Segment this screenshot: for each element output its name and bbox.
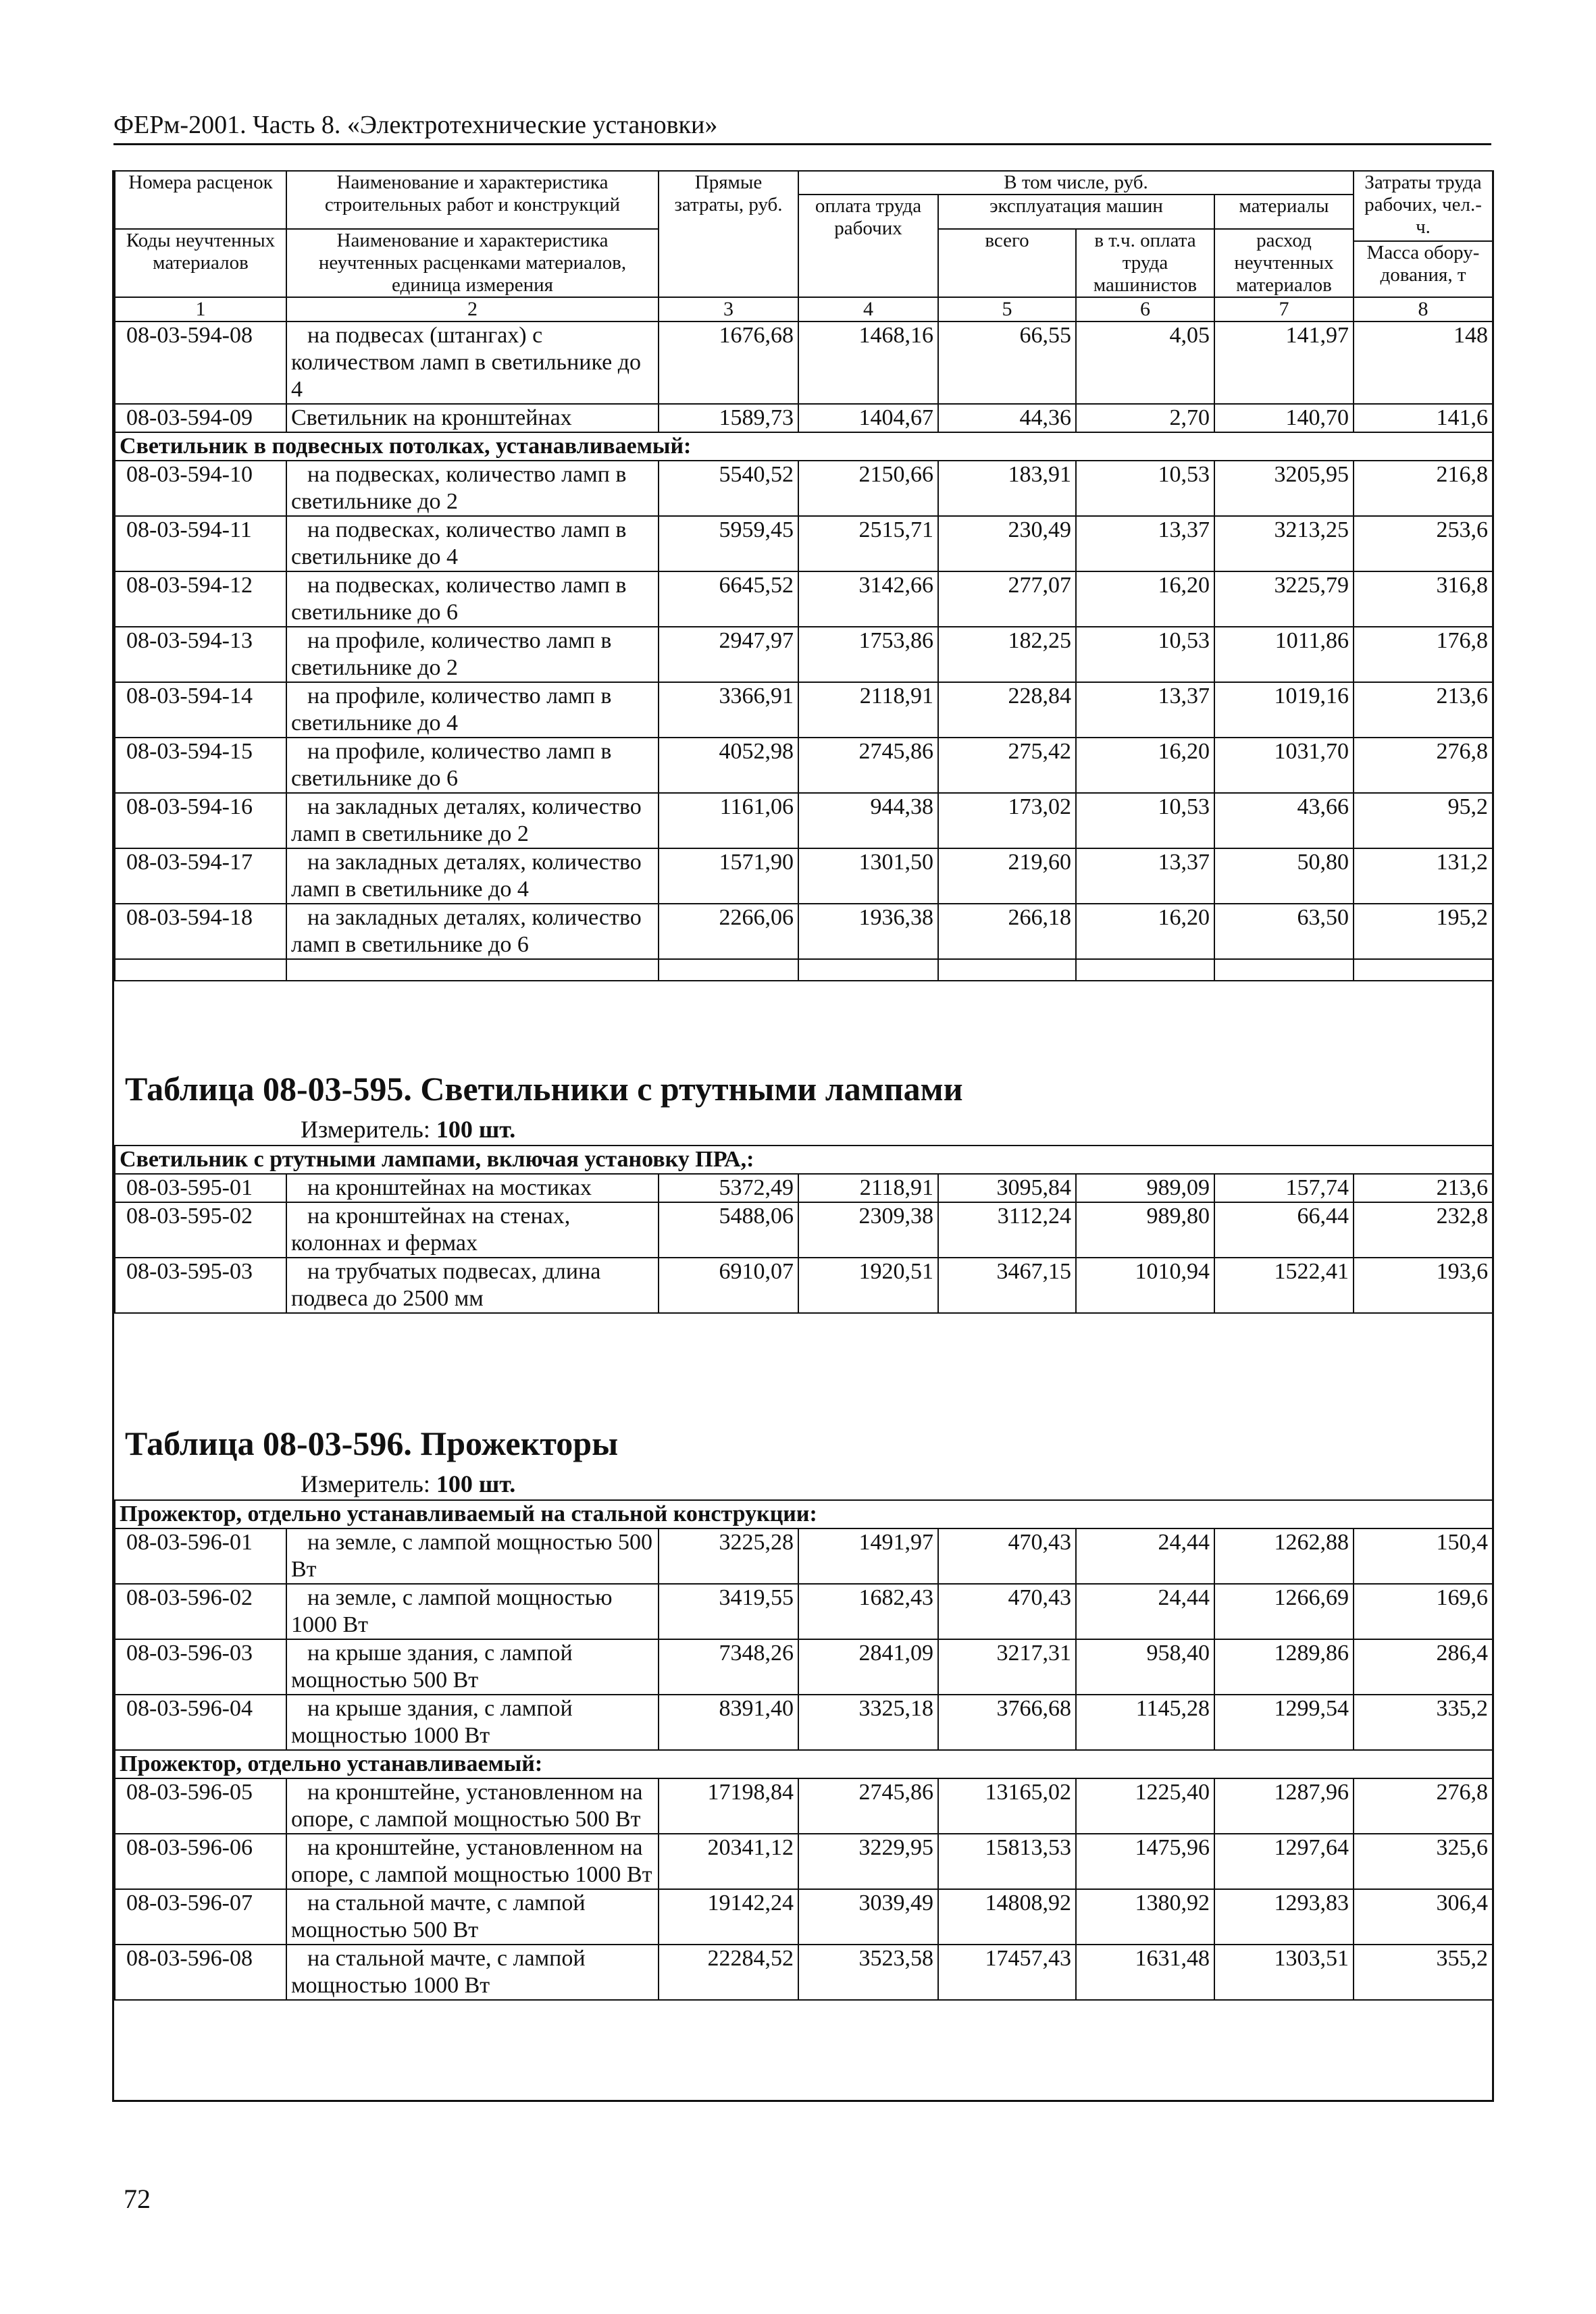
cost-value: 216,8 (1354, 461, 1493, 516)
cost-value: 3039,49 (798, 1889, 938, 1945)
cost-value: 157,74 (1214, 1174, 1354, 1202)
cost-value: 24,44 (1076, 1528, 1214, 1584)
machines-total-header: всего (938, 229, 1076, 297)
table-08-03-595 (114, 1064, 1492, 1314)
pay-header: оплата труда рабочих (798, 195, 938, 297)
measure-label: Измеритель: (301, 1116, 430, 1143)
cost-value: 228,84 (938, 682, 1076, 738)
work-description: на стальной мачте, с лампой мощностью 500 Вт (286, 1889, 659, 1945)
cost-value: 20341,12 (659, 1834, 798, 1889)
cost-value: 43,66 (1214, 793, 1354, 848)
table-row (115, 1174, 1493, 1202)
col3-header: Прямые затраты, руб. (659, 171, 798, 297)
cost-value: 17198,84 (659, 1778, 798, 1834)
table-title: Таблица 08-03-595. Светильники с ртутными лампами (125, 1070, 963, 1108)
cost-value: 10,53 (1076, 627, 1214, 682)
cost-value: 16,20 (1076, 738, 1214, 793)
cost-value: 1631,48 (1076, 1945, 1214, 2000)
cost-value: 148 (1354, 322, 1493, 404)
cost-value: 213,6 (1354, 1174, 1493, 1202)
cost-value: 2118,91 (798, 1174, 938, 1202)
cost-value: 3217,31 (938, 1639, 1076, 1695)
work-description: на крыше здания, с лампой мощностью 1000 Вт (286, 1695, 659, 1750)
group-title: Светильник с ртутными лампами, включая установку ПРА,: (115, 1146, 1493, 1174)
cost-value: 4,05 (1076, 322, 1214, 404)
cost-value: 3142,66 (798, 571, 938, 627)
table-row (115, 1695, 1493, 1750)
equipment-mass-header: Масса обору-дования, т (1354, 241, 1493, 297)
cost-value: 1297,64 (1214, 1834, 1354, 1889)
rate-code: 08-03-596-07 (115, 1889, 286, 1945)
rate-code: 08-03-596-04 (115, 1695, 286, 1750)
cost-value: 325,6 (1354, 1834, 1493, 1889)
cost-value: 3095,84 (938, 1174, 1076, 1202)
cost-value: 22284,52 (659, 1945, 798, 2000)
cost-value: 193,6 (1354, 1258, 1493, 1313)
cost-value: 6910,07 (659, 1258, 798, 1313)
cost-value: 470,43 (938, 1528, 1076, 1584)
cost-value: 266,18 (938, 904, 1076, 959)
rate-code: 08-03-596-06 (115, 1834, 286, 1889)
rate-code: 08-03-594-13 (115, 627, 286, 682)
column-number: 2 (286, 297, 659, 322)
cost-value: 2841,09 (798, 1639, 938, 1695)
rate-code: 08-03-594-10 (115, 461, 286, 516)
cost-value: 276,8 (1354, 1778, 1493, 1834)
cost-value: 16,20 (1076, 571, 1214, 627)
cost-value: 2515,71 (798, 516, 938, 571)
cost-value: 2118,91 (798, 682, 938, 738)
cost-value: 277,07 (938, 571, 1076, 627)
cost-value: 2309,38 (798, 1202, 938, 1258)
cost-value: 13165,02 (938, 1778, 1076, 1834)
machinists-pay-header: в т.ч. оплата труда машинистов (1076, 229, 1214, 297)
cost-value: 140,70 (1214, 404, 1354, 432)
column-number: 5 (938, 297, 1076, 322)
measure-line (114, 1114, 1492, 1145)
work-description: на подвесках, количество ламп в светильнике до 4 (286, 516, 659, 571)
work-description: на кронштейне, установленном на опоре, с лампой мощностью 500 Вт (286, 1778, 659, 1834)
cost-value: 8391,40 (659, 1695, 798, 1750)
cost-value: 1571,90 (659, 848, 798, 904)
cost-value: 1145,28 (1076, 1695, 1214, 1750)
cost-value: 1161,06 (659, 793, 798, 848)
work-description: на закладных деталях, количество ламп в светильнике до 4 (286, 848, 659, 904)
cost-value: 1589,73 (659, 404, 798, 432)
cost-value: 141,97 (1214, 322, 1354, 404)
cost-value: 16,20 (1076, 904, 1214, 959)
labor-header: Затраты труда рабочих, чел.-ч. (1354, 171, 1493, 241)
table-row (115, 848, 1493, 904)
cost-value: 213,6 (1354, 682, 1493, 738)
work-description: на подвесах (штангах) с количеством ламп в светильнике до 4 (286, 322, 659, 404)
included-header: В том числе, руб. (798, 171, 1354, 195)
cost-value: 19142,24 (659, 1889, 798, 1945)
column-number: 4 (798, 297, 938, 322)
column-number: 3 (659, 297, 798, 322)
rates-table-595 (114, 1145, 1493, 1314)
cost-value: 944,38 (798, 793, 938, 848)
cost-value: 253,6 (1354, 516, 1493, 571)
cost-value: 7348,26 (659, 1639, 798, 1695)
cost-value: 1522,41 (1214, 1258, 1354, 1313)
cost-value: 6645,52 (659, 571, 798, 627)
cost-value: 276,8 (1354, 738, 1493, 793)
cost-value: 15813,53 (938, 1834, 1076, 1889)
cost-value: 335,2 (1354, 1695, 1493, 1750)
cost-value: 5540,52 (659, 461, 798, 516)
work-description: на трубчатых подвесах, длина подвеса до 2500 мм (286, 1258, 659, 1313)
cost-value: 219,60 (938, 848, 1076, 904)
cost-value: 3213,25 (1214, 516, 1354, 571)
cost-value: 1031,70 (1214, 738, 1354, 793)
rate-code: 08-03-595-02 (115, 1202, 286, 1258)
cost-value: 131,2 (1354, 848, 1493, 904)
cost-value: 1468,16 (798, 322, 938, 404)
cost-value: 3229,95 (798, 1834, 938, 1889)
work-description: на закладных деталях, количество ламп в светильнике до 2 (286, 793, 659, 848)
cost-value: 1676,68 (659, 322, 798, 404)
cost-value: 66,44 (1214, 1202, 1354, 1258)
table-row (115, 1945, 1493, 2000)
rate-code: 08-03-594-12 (115, 571, 286, 627)
materials-header: материалы (1214, 195, 1354, 229)
cost-value: 470,43 (938, 1584, 1076, 1639)
column-number: 1 (115, 297, 286, 322)
rate-code: 08-03-594-18 (115, 904, 286, 959)
col2-header-bottom: Наименование и характеристика неучтенных расценками материалов, единица измерения (286, 229, 659, 297)
table-08-03-594 (114, 170, 1492, 981)
cost-value: 306,4 (1354, 1889, 1493, 1945)
group-title: Светильник в подвесных потолках, устанавливаемый: (115, 432, 1493, 461)
materials-usage-header: расход неучтенных материалов (1214, 229, 1354, 297)
rate-code: 08-03-594-17 (115, 848, 286, 904)
work-description: на кронштейнах на мостиках (286, 1174, 659, 1202)
group-title: Прожектор, отдельно устанавливаемый: (115, 1750, 1493, 1778)
cost-value: 1936,38 (798, 904, 938, 959)
cost-value: 1380,92 (1076, 1889, 1214, 1945)
table-row (115, 627, 1493, 682)
col1-header-top: Номера расценок (115, 171, 286, 229)
cost-value: 1475,96 (1076, 1834, 1214, 1889)
table-row (115, 1889, 1493, 1945)
table-row (115, 1834, 1493, 1889)
cost-value: 10,53 (1076, 461, 1214, 516)
work-description: на крыше здания, с лампой мощностью 500 Вт (286, 1639, 659, 1695)
cost-value: 1491,97 (798, 1528, 938, 1584)
cost-value: 3366,91 (659, 682, 798, 738)
cost-value: 3325,18 (798, 1695, 938, 1750)
cost-value: 4052,98 (659, 738, 798, 793)
cost-value: 141,6 (1354, 404, 1493, 432)
table-row (115, 1528, 1493, 1584)
cost-value: 1293,83 (1214, 1889, 1354, 1945)
cost-value: 5488,06 (659, 1202, 798, 1258)
cost-value: 13,37 (1076, 682, 1214, 738)
cost-value: 3523,58 (798, 1945, 938, 2000)
cost-value: 176,8 (1354, 627, 1493, 682)
cost-value: 989,09 (1076, 1174, 1214, 1202)
cost-value: 5959,45 (659, 516, 798, 571)
column-number: 7 (1214, 297, 1354, 322)
group-title: Прожектор, отдельно устанавливаемый на стальной конструкции: (115, 1500, 1493, 1528)
cost-value: 13,37 (1076, 516, 1214, 571)
cost-value: 50,80 (1214, 848, 1354, 904)
rates-table-596 (114, 1499, 1493, 2001)
cost-value: 2266,06 (659, 904, 798, 959)
cost-value: 13,37 (1076, 848, 1214, 904)
cost-value: 1303,51 (1214, 1945, 1354, 2000)
cost-value: 1682,43 (798, 1584, 938, 1639)
cost-value: 17457,43 (938, 1945, 1076, 2000)
page-header: ФЕРм-2001. Часть 8. «Электротехнические установки» (113, 108, 1491, 145)
table-row (115, 904, 1493, 959)
cost-value: 1301,50 (798, 848, 938, 904)
table-row (115, 1258, 1493, 1313)
cost-value: 1266,69 (1214, 1584, 1354, 1639)
cost-value: 2745,86 (798, 1778, 938, 1834)
page-number: 72 (124, 2184, 151, 2214)
measure-label: Измеритель: (301, 1470, 430, 1497)
table-row (115, 322, 1493, 404)
cost-value: 230,49 (938, 516, 1076, 571)
work-description: на стальной мачте, с лампой мощностью 1000 Вт (286, 1945, 659, 2000)
work-description: на земле, с лампой мощностью 1000 Вт (286, 1584, 659, 1639)
col1-header-bottom: Коды неучтенных материалов (115, 229, 286, 297)
table-08-03-596 (114, 1418, 1492, 2001)
cost-value: 3467,15 (938, 1258, 1076, 1313)
cost-value: 2947,97 (659, 627, 798, 682)
cost-value: 1019,16 (1214, 682, 1354, 738)
cost-value: 173,02 (938, 793, 1076, 848)
column-number: 8 (1354, 297, 1493, 322)
cost-value: 63,50 (1214, 904, 1354, 959)
rate-code: 08-03-596-05 (115, 1778, 286, 1834)
work-description: на закладных деталях, количество ламп в светильнике до 6 (286, 904, 659, 959)
cost-value: 286,4 (1354, 1639, 1493, 1695)
cost-value: 14808,92 (938, 1889, 1076, 1945)
rates-table-594 (114, 170, 1493, 981)
rate-code: 08-03-594-11 (115, 516, 286, 571)
cost-value: 1262,88 (1214, 1528, 1354, 1584)
work-description: на подвесках, количество ламп в светильнике до 6 (286, 571, 659, 627)
work-description: на подвесках, количество ламп в светильнике до 2 (286, 461, 659, 516)
table-row (115, 738, 1493, 793)
cost-value: 183,91 (938, 461, 1076, 516)
cost-value: 1225,40 (1076, 1778, 1214, 1834)
table-row (115, 404, 1493, 432)
cost-value: 3112,24 (938, 1202, 1076, 1258)
table-row (115, 1778, 1493, 1834)
cost-value: 1011,86 (1214, 627, 1354, 682)
cost-value: 275,42 (938, 738, 1076, 793)
rate-code: 08-03-595-01 (115, 1174, 286, 1202)
rate-code: 08-03-596-03 (115, 1639, 286, 1695)
work-description: на профиле, количество ламп в светильнике до 4 (286, 682, 659, 738)
cost-value: 1299,54 (1214, 1695, 1354, 1750)
measure-line (114, 1468, 1492, 1499)
cost-value: 24,44 (1076, 1584, 1214, 1639)
cost-value: 3419,55 (659, 1584, 798, 1639)
cost-value: 2150,66 (798, 461, 938, 516)
rate-code: 08-03-594-15 (115, 738, 286, 793)
cost-value: 1289,86 (1214, 1639, 1354, 1695)
cost-value: 989,80 (1076, 1202, 1214, 1258)
column-number: 6 (1076, 297, 1214, 322)
rate-code: 08-03-596-01 (115, 1528, 286, 1584)
rate-code: 08-03-594-09 (115, 404, 286, 432)
cost-value: 3205,95 (1214, 461, 1354, 516)
cost-value: 5372,49 (659, 1174, 798, 1202)
rate-code: 08-03-595-03 (115, 1258, 286, 1313)
cost-value: 232,8 (1354, 1202, 1493, 1258)
table-row (115, 682, 1493, 738)
cost-value: 169,6 (1354, 1584, 1493, 1639)
cost-value: 150,4 (1354, 1528, 1493, 1584)
measure-value: 100 шт. (436, 1470, 516, 1497)
table-row (115, 461, 1493, 516)
work-description: на кронштейнах на стенах, колоннах и фермах (286, 1202, 659, 1258)
cost-value: 958,40 (1076, 1639, 1214, 1695)
table-row (115, 1202, 1493, 1258)
work-description: на земле, с лампой мощностью 500 Вт (286, 1528, 659, 1584)
work-description: Светильник на кронштейнах (286, 404, 659, 432)
table-row (115, 1639, 1493, 1695)
cost-value: 1753,86 (798, 627, 938, 682)
rate-code: 08-03-594-08 (115, 322, 286, 404)
work-description: на профиле, количество ламп в светильнике до 2 (286, 627, 659, 682)
cost-value: 355,2 (1354, 1945, 1493, 2000)
table-row (115, 1584, 1493, 1639)
rate-code: 08-03-594-16 (115, 793, 286, 848)
work-description: на кронштейне, установленном на опоре, с лампой мощностью 1000 Вт (286, 1834, 659, 1889)
work-description: на профиле, количество ламп в светильнике до 6 (286, 738, 659, 793)
cost-value: 1920,51 (798, 1258, 938, 1313)
table-row (115, 571, 1493, 627)
cost-value: 66,55 (938, 322, 1076, 404)
cost-value: 3225,28 (659, 1528, 798, 1584)
cost-value: 1404,67 (798, 404, 938, 432)
table-row (115, 516, 1493, 571)
rate-code: 08-03-594-14 (115, 682, 286, 738)
cost-value: 44,36 (938, 404, 1076, 432)
table-title: Таблица 08-03-596. Прожекторы (125, 1424, 619, 1462)
rate-code: 08-03-596-08 (115, 1945, 286, 2000)
cost-value: 316,8 (1354, 571, 1493, 627)
measure-value: 100 шт. (436, 1116, 516, 1143)
cost-value: 182,25 (938, 627, 1076, 682)
cost-value: 95,2 (1354, 793, 1493, 848)
col2-header-top: Наименование и характеристика строительных работ и конструкций (286, 171, 659, 229)
cost-value: 2,70 (1076, 404, 1214, 432)
cost-value: 195,2 (1354, 904, 1493, 959)
machines-header: эксплуатация машин (938, 195, 1214, 229)
rate-code: 08-03-596-02 (115, 1584, 286, 1639)
cost-value: 3766,68 (938, 1695, 1076, 1750)
cost-value: 2745,86 (798, 738, 938, 793)
cost-value: 1287,96 (1214, 1778, 1354, 1834)
cost-value: 3225,79 (1214, 571, 1354, 627)
table-row (115, 793, 1493, 848)
cost-value: 10,53 (1076, 793, 1214, 848)
cost-value: 1010,94 (1076, 1258, 1214, 1313)
